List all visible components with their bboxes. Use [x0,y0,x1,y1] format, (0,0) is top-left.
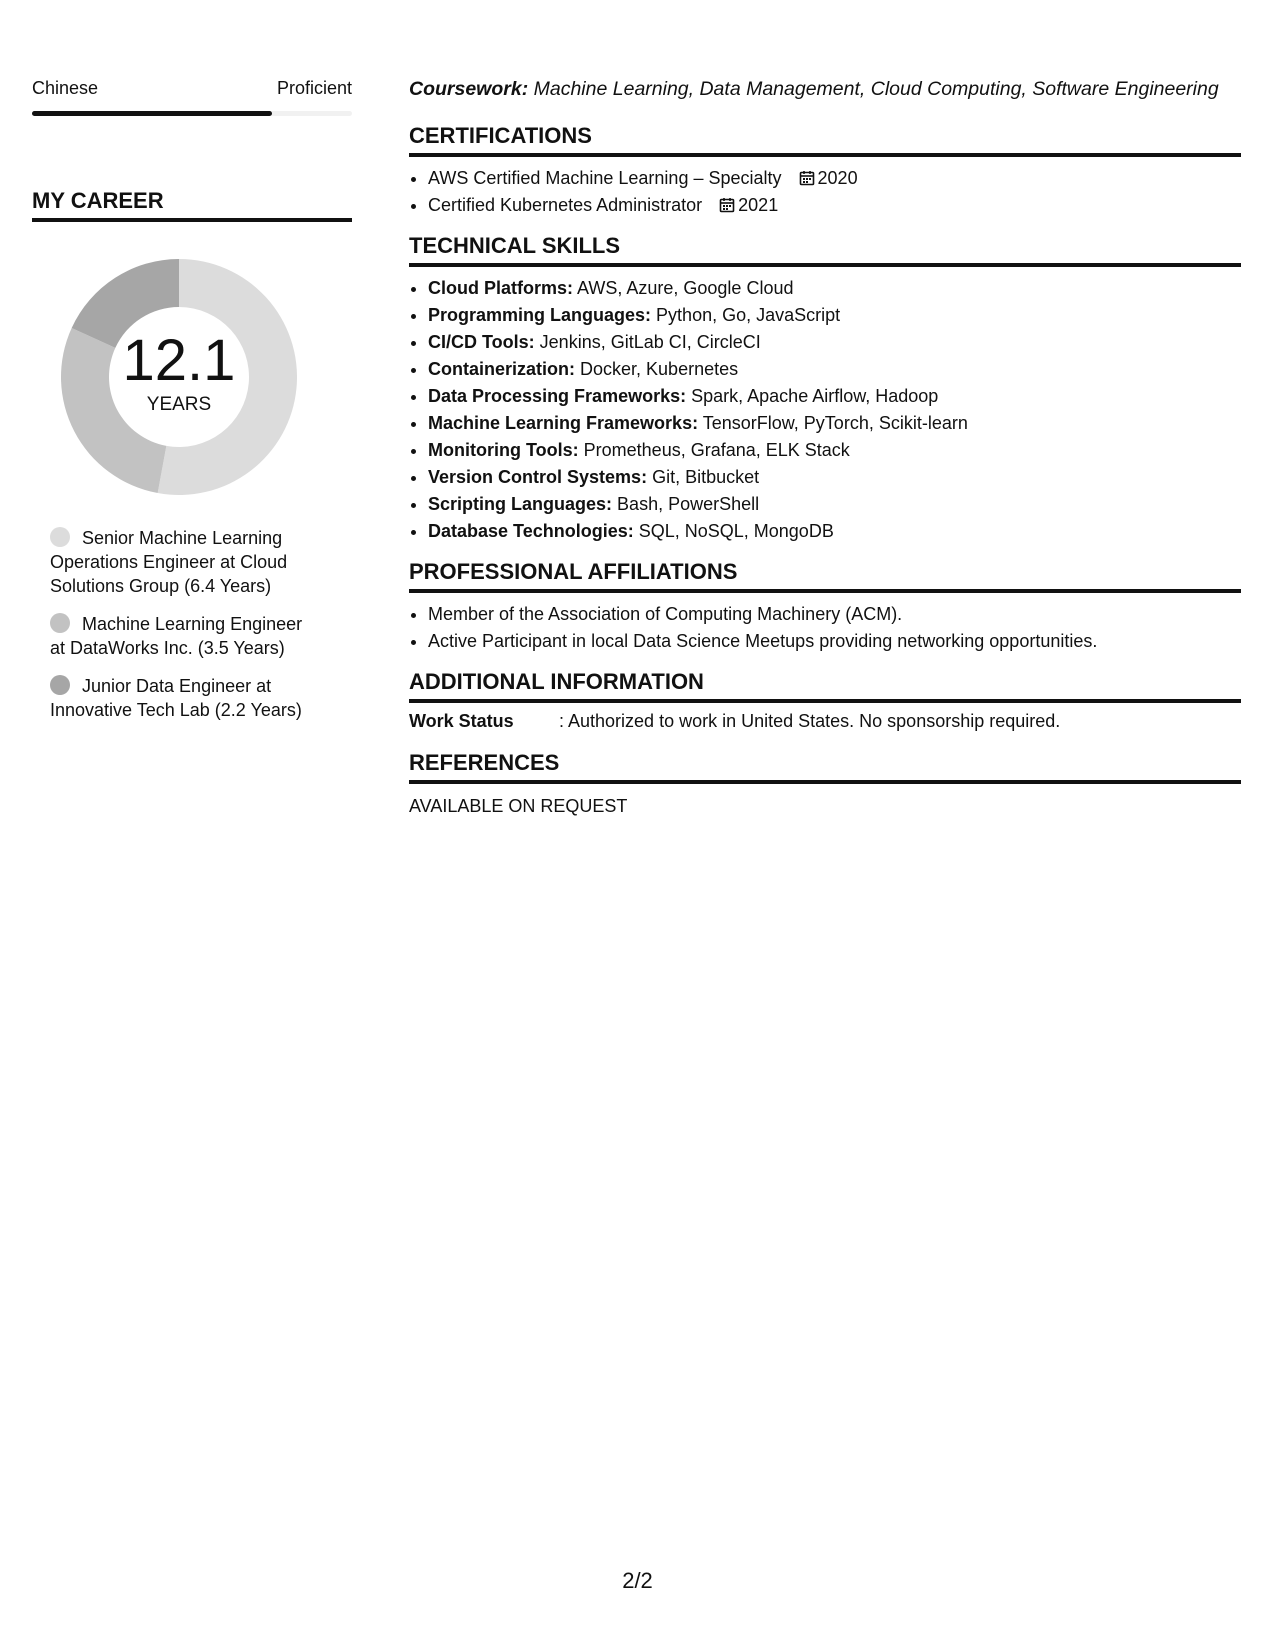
skill-value: Python, Go, JavaScript [656,305,841,325]
skill-item [428,383,1241,410]
skill-item [428,464,1241,491]
skill-value: SQL, NoSQL, MongoDB [638,521,834,541]
work-status-label: Work Status [409,711,514,731]
skill-label: Data Processing Frameworks: [428,386,687,406]
references-heading: REFERENCES [409,750,1241,784]
skill-label: Monitoring Tools: [428,440,579,460]
affiliations-list [409,601,1241,655]
skill-label: Programming Languages: [428,305,652,325]
sidebar [32,78,352,736]
coursework-label: Coursework: [409,78,529,100]
skill-item [428,275,1241,302]
skill-value: Bash, PowerShell [617,494,760,514]
language-proficiency-fill [32,111,272,116]
career-total-value: 12.1 [122,328,236,393]
skill-label: CI/CD Tools: [428,332,535,352]
main-content [409,78,1241,817]
coursework [409,78,1241,101]
legend-dot-icon [50,675,70,695]
certification-year: 2020 [817,168,858,188]
skill-value: AWS, Azure, Google Cloud [577,278,794,298]
work-status-value: : Authorized to work in United States. No sponsorship required. [559,711,1061,731]
technical-skills-list [409,275,1241,545]
certification-name: Certified Kubernetes Administrator [428,195,703,215]
career-total [56,254,302,500]
career-item [50,612,320,660]
affiliations-heading: PROFESSIONAL AFFILIATIONS [409,559,1241,593]
language-level: Proficient [276,78,352,98]
skill-value: Git, Bitbucket [652,467,760,487]
skill-item [428,491,1241,518]
skill-label: Cloud Platforms: [428,278,574,298]
career-heading: MY CAREER [32,188,352,222]
legend-dot-icon [50,613,70,633]
certification-year: 2021 [738,195,779,215]
certification-item [428,165,1241,192]
certification-item [428,192,1241,219]
skill-item [428,437,1241,464]
legend-dot-icon [50,527,70,547]
calendar-icon [799,170,815,186]
skill-item [428,329,1241,356]
calendar-icon [719,197,735,213]
skill-item [428,356,1241,383]
career-item-label: Senior Machine Learning Operations Engineer at Cloud Solutions Group (6.4 Years) [50,528,288,596]
career-item [50,674,320,722]
career-item-label: Machine Learning Engineer at DataWorks Inc. (3.5 Years) [50,614,303,658]
certifications-heading: CERTIFICATIONS [409,123,1241,157]
career-item [50,526,320,598]
skill-label: Scripting Languages: [428,494,613,514]
skill-item [428,410,1241,437]
technical-skills-heading: TECHNICAL SKILLS [409,233,1241,267]
certification-name: AWS Certified Machine Learning – Specialty [428,168,782,188]
skill-item [428,518,1241,545]
skill-label: Database Technologies: [428,521,634,541]
references-text: AVAILABLE ON REQUEST [409,796,628,816]
skill-label: Version Control Systems: [428,467,648,487]
language-proficiency-bar [32,111,352,116]
skill-value: Jenkins, GitLab CI, CircleCI [539,332,761,352]
certifications-list [409,165,1241,219]
skill-label: Machine Learning Frameworks: [428,413,699,433]
coursework-text: Machine Learning, Data Management, Cloud Computing, Software Engineering [533,78,1219,100]
affiliation-item: • Member of the Association of Computing Machinery (ACM). [428,601,1241,628]
affiliation-item: • Active Participant in local Data Science Meetups providing networking opportunities. [428,628,1241,655]
work-status-row [409,711,1241,732]
skill-item [428,302,1241,329]
skill-value: TensorFlow, PyTorch, Scikit-learn [702,413,968,433]
career-donut-chart [56,254,302,500]
career-item-label: Junior Data Engineer at Innovative Tech Lab (2.2 Years) [50,676,302,720]
career-total-unit: YEARS [146,394,212,415]
additional-info-heading: ADDITIONAL INFORMATION [409,669,1241,703]
career-legend [50,526,320,722]
page-number: 2/2 [622,1568,653,1593]
language-row [32,78,352,99]
skill-value: Prometheus, Grafana, ELK Stack [583,440,850,460]
skill-label: Containerization: [428,359,575,379]
language-name: Chinese [32,78,99,98]
skill-value: Docker, Kubernetes [580,359,739,379]
skill-value: Spark, Apache Airflow, Hadoop [691,386,939,406]
